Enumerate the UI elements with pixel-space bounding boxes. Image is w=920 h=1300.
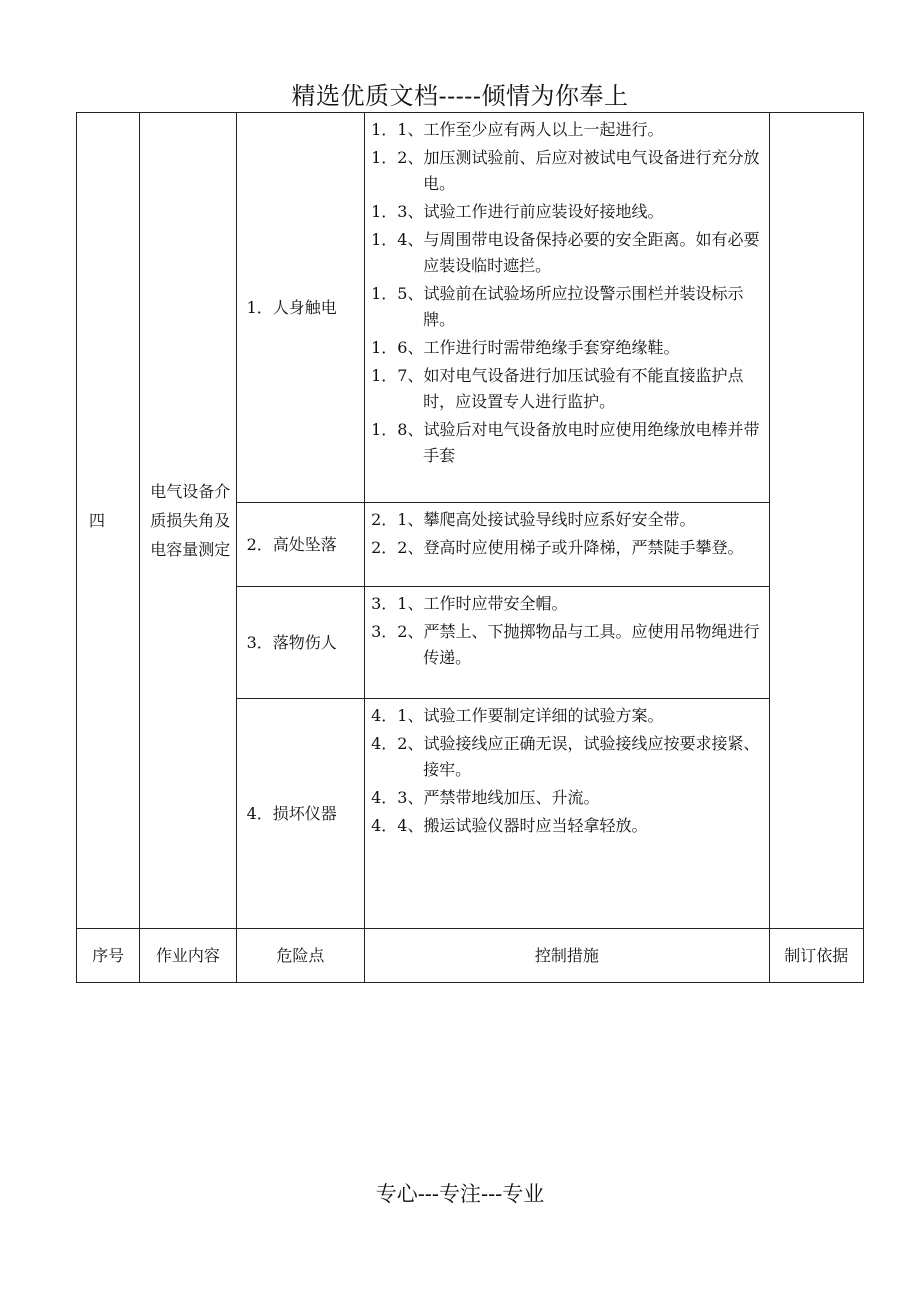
control-measure-item: 1．5、试验前在试验场所应拉设警示围栏并装设标示牌。	[371, 284, 744, 329]
control-measure-item: 2．1、攀爬高处接试验导线时应系好安全带。	[371, 510, 696, 529]
risk-point-label: 2．高处坠落	[246, 534, 337, 554]
page-footer: 专心---专注---专业	[375, 1182, 545, 1206]
table-header-row	[77, 929, 864, 983]
risk-point-cell	[236, 113, 364, 503]
control-measures-cell	[365, 587, 770, 699]
control-measure-item: 1．4、与周围带电设备保持必要的安全距离。如有必要应装设临时遮拦。	[371, 230, 760, 275]
risk-point-cell	[236, 587, 364, 699]
control-measure-item: 2．2、登高时应使用梯子或升降梯，严禁陡手攀登。	[371, 538, 744, 557]
control-measure-item: 4．2、试验接线应正确无误，试验接线应按要求接紧、接牢。	[371, 734, 760, 779]
column-header-basis: 制订依据	[769, 929, 863, 983]
risk-point-label: 1．人身触电	[246, 297, 337, 317]
page-header: 精选优质文档-----倾情为你奉上	[291, 82, 629, 110]
column-header-job: 作业内容	[140, 929, 236, 983]
risk-point-cell	[236, 503, 364, 587]
column-header-risk: 危险点	[236, 929, 364, 983]
control-measures-cell	[365, 113, 770, 503]
control-measure-item: 1．6、工作进行时需带绝缘手套穿绝缘鞋。	[371, 338, 680, 357]
table-row	[77, 113, 864, 503]
control-measure-item: 1．7、如对电气设备进行加压试验有不能直接监护点时，应设置专人进行监护。	[371, 366, 744, 411]
control-measure-item: 4．1、试验工作要制定详细的试验方案。	[371, 706, 664, 725]
column-header-control: 控制措施	[365, 929, 770, 983]
sequence-cell: 四	[77, 113, 140, 929]
risk-point-label: 4．损坏仪器	[246, 803, 337, 823]
risk-point-label: 3．落物伤人	[246, 632, 337, 652]
control-measure-item: 1．1、工作至少应有两人以上一起进行。	[371, 120, 664, 139]
risk-point-cell	[236, 699, 364, 929]
control-measures-cell	[365, 503, 770, 587]
control-measure-item: 1．3、试验工作进行前应装设好接地线。	[371, 202, 664, 221]
job-content-cell: 电气设备介质损失角及电容量测定	[140, 113, 236, 929]
control-measure-item: 4．4、搬运试验仪器时应当轻拿轻放。	[371, 816, 648, 835]
control-measures-cell	[365, 699, 770, 929]
control-measure-item: 1．8、试验后对电气设备放电时应使用绝缘放电棒并带手套	[371, 420, 760, 465]
basis-cell	[769, 113, 863, 929]
control-measure-item: 3．2、严禁上、下抛掷物品与工具。应使用吊物绳进行传递。	[371, 622, 760, 667]
column-header-seq: 序号	[77, 929, 140, 983]
safety-measures-table	[76, 112, 864, 983]
control-measure-item: 4．3、严禁带地线加压、升流。	[371, 788, 600, 807]
control-measure-item: 1．2、加压测试验前、后应对被试电气设备进行充分放电。	[371, 148, 760, 193]
control-measure-item: 3．1、工作时应带安全帽。	[371, 594, 568, 613]
